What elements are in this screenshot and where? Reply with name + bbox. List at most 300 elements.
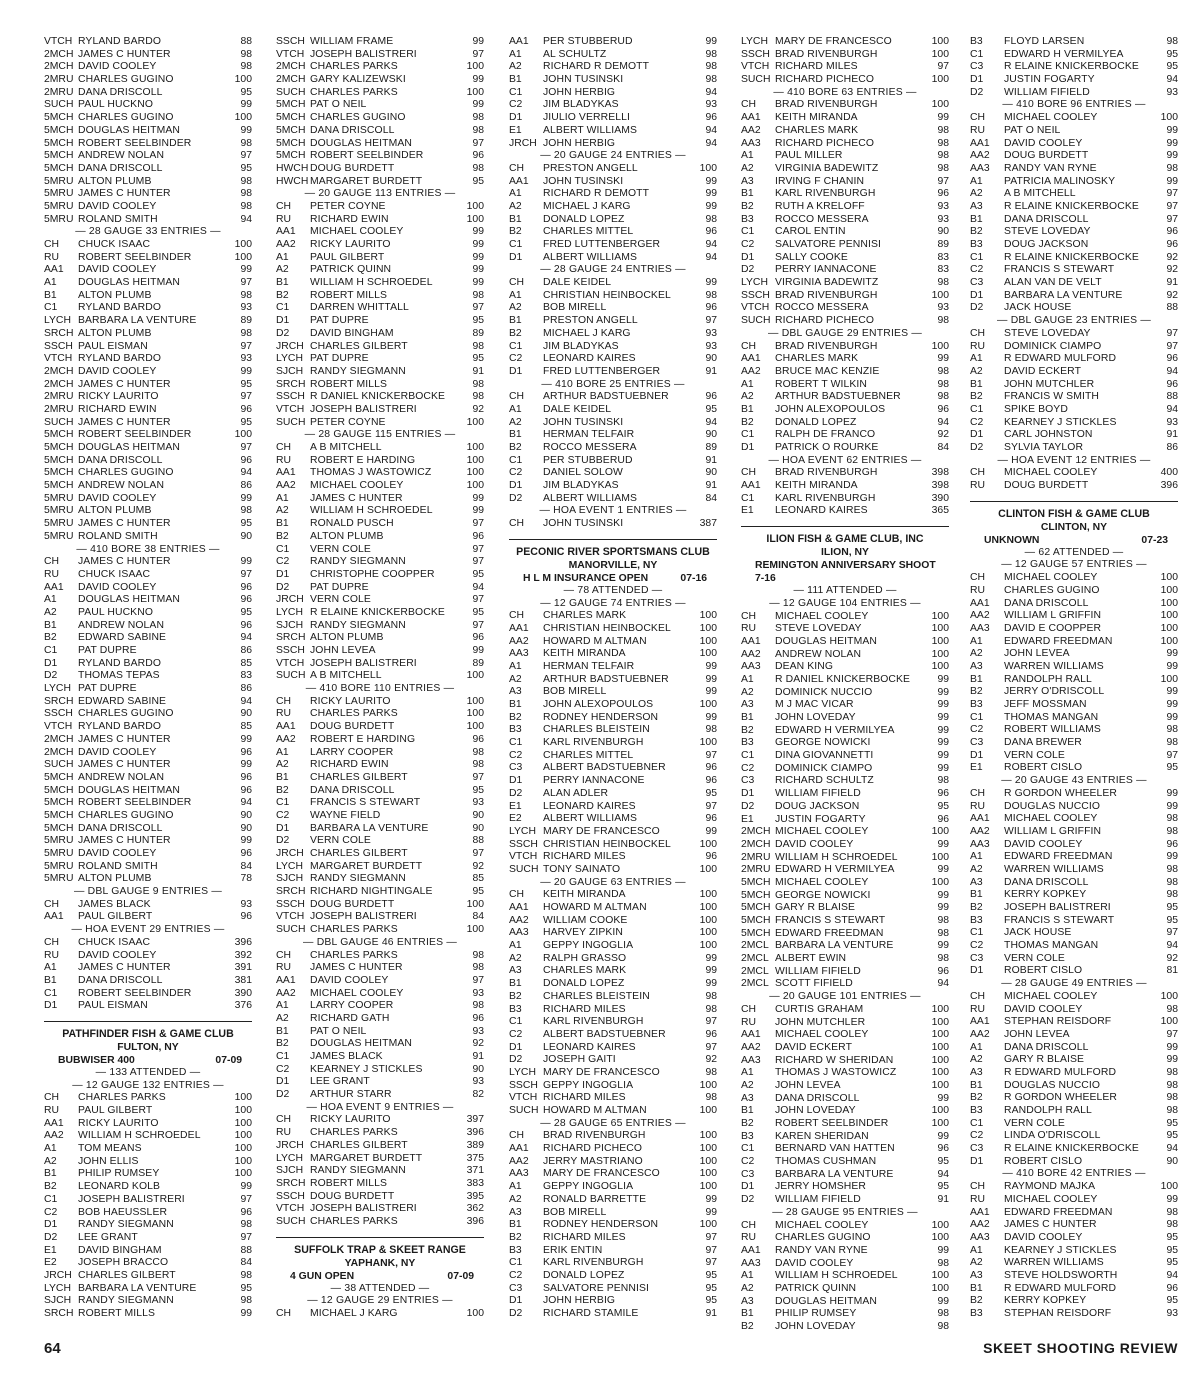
class-code: AA3 (970, 1231, 990, 1243)
score: 97 (1166, 188, 1178, 200)
score: 100 (931, 1118, 949, 1129)
shooter-name: ROLAND SMITH (78, 213, 158, 225)
score: 100 (234, 1168, 252, 1180)
shooter-name: TONY SAINATO (543, 863, 621, 875)
class-code: 5MCH (44, 467, 74, 479)
score: 100 (466, 442, 484, 453)
shooter-name: THOMAS J WASTOWICZ (310, 467, 432, 479)
class-code: AA2 (970, 150, 990, 162)
result-row (276, 886, 484, 899)
result-row (741, 1055, 949, 1068)
class-code: A2 (276, 505, 289, 517)
result-row (276, 1026, 484, 1039)
class-code: LYCH (509, 825, 536, 837)
class-code: D1 (509, 1041, 523, 1053)
result-row (970, 953, 1178, 966)
class-code: SUCH (276, 86, 306, 98)
class-code: 5MCH (44, 822, 74, 834)
score: 398 (931, 467, 949, 479)
class-code: AA1 (276, 226, 296, 238)
result-row (44, 1194, 252, 1207)
class-code: AA1 (741, 1029, 761, 1041)
score: 97 (472, 848, 484, 859)
score: 98 (1166, 1079, 1178, 1091)
class-code: C1 (970, 711, 984, 723)
score: 98 (472, 112, 484, 124)
shooter-name: JOHN LEVEA (310, 645, 376, 656)
shooter-name: RICHARD MILES (543, 1003, 626, 1015)
result-row (509, 889, 717, 902)
class-code: RU (970, 1003, 986, 1015)
score: 86 (240, 645, 252, 656)
result-row (44, 1092, 252, 1105)
result-row (970, 1029, 1178, 1042)
shooter-name: A B MITCHELL (1004, 188, 1076, 200)
result-row (509, 188, 717, 201)
score: 99 (240, 835, 252, 847)
score: 93 (240, 302, 252, 314)
result-row (970, 889, 1178, 902)
class-code: B2 (509, 1231, 522, 1243)
shooter-name: JAMES C HUNTER (78, 378, 171, 390)
shooter-name: DAVID COOLEY (78, 581, 157, 593)
result-row (970, 1283, 1178, 1296)
score: 97 (240, 340, 252, 352)
result-row (44, 138, 252, 151)
score: 98 (240, 48, 252, 60)
result-row (509, 480, 717, 493)
score: 95 (705, 1282, 717, 1294)
score: 100 (466, 695, 484, 707)
result-row (276, 455, 484, 468)
class-code: 5MCH (44, 150, 74, 162)
score: 98 (240, 1219, 252, 1231)
shooter-name: WILLIAM H SCHROEDEL (310, 505, 433, 517)
result-row (509, 902, 717, 915)
score: 100 (931, 1016, 949, 1028)
class-code: A2 (741, 391, 754, 403)
shooter-name: GARY R BLAISE (775, 902, 856, 914)
shooter-name: MARGARET BURDETT (310, 1152, 423, 1164)
class-code: SSCH (509, 1079, 538, 1091)
class-code: B2 (970, 226, 983, 238)
score: 91 (705, 454, 717, 466)
shooter-name: JERRY MASTRIANO (543, 1155, 643, 1167)
score: 95 (705, 787, 717, 799)
class-code: SSCH (276, 36, 305, 47)
class-code: CH (970, 572, 986, 584)
section-header: — 410 BORE 63 ENTRIES — (773, 86, 917, 98)
class-code: A1 (509, 660, 522, 672)
shooter-name: JOHN HERBIG (543, 86, 616, 98)
class-code: AA1 (44, 581, 64, 593)
class-code: B2 (970, 1092, 983, 1104)
score: 96 (937, 788, 949, 800)
class-code: CH (276, 1308, 292, 1319)
result-row (741, 188, 949, 201)
class-code: C2 (509, 1028, 523, 1040)
result-row (741, 290, 949, 303)
shooter-name: DANA DRISCOLL (1004, 876, 1089, 888)
result-row (509, 112, 717, 125)
score: 99 (1166, 800, 1178, 812)
class-code: 5MCH (44, 771, 74, 783)
shooter-name: BRAD RIVENBURGH (775, 99, 878, 111)
score: 98 (705, 1066, 717, 1078)
score: 96 (1166, 1282, 1178, 1294)
class-code: A1 (970, 353, 983, 365)
shooter-name: ROBERT CISLO (1004, 1155, 1083, 1167)
class-code: C2 (970, 1130, 984, 1142)
class-code: RU (970, 800, 986, 812)
result-row (276, 975, 484, 988)
score: 96 (705, 762, 717, 774)
class-code: 5MCH (741, 902, 771, 914)
score: 98 (472, 962, 484, 974)
score: 100 (699, 863, 717, 875)
result-row (741, 99, 949, 112)
shooter-name: DALE KEIDEL (543, 277, 612, 289)
class-code: A2 (44, 1155, 57, 1167)
class-code: C1 (509, 737, 523, 749)
result-row (509, 813, 717, 826)
score: 98 (240, 1295, 252, 1307)
result-row (276, 708, 484, 721)
result-row (276, 74, 484, 87)
class-code: CH (509, 391, 525, 403)
shooter-name: ROBERT SEELBINDER (78, 429, 192, 441)
score: 96 (1166, 838, 1178, 850)
shooter-name: JOHN LOVEDAY (775, 1321, 856, 1332)
score: 381 (234, 974, 252, 986)
class-code: 5MRU (44, 188, 74, 200)
result-row (741, 429, 949, 442)
class-code: C1 (276, 1051, 290, 1062)
score: 94 (1166, 940, 1178, 952)
class-code: VTCH (509, 1092, 538, 1104)
result-row (276, 391, 484, 404)
class-code: CH (44, 1092, 60, 1104)
shooter-name: CHARLES GUGINO (78, 467, 174, 479)
score: 100 (1160, 673, 1178, 685)
shooter-name: JAMES C HUNTER (78, 556, 171, 568)
result-row (741, 341, 949, 354)
class-code: E2 (509, 813, 522, 825)
class-code: SSCH (509, 838, 538, 850)
shooter-name: JOHN TUSINSKI (543, 74, 624, 86)
result-row (276, 214, 484, 227)
class-code: D1 (276, 1076, 290, 1088)
score: 99 (705, 188, 717, 200)
club-event (276, 1270, 484, 1283)
shooter-name: SYLVIA TAYLOR (1004, 442, 1084, 453)
result-row (741, 226, 949, 239)
shooter-name: RALPH GRASSO (543, 952, 627, 964)
shooter-name: CHARLES GUGINO (1004, 584, 1100, 596)
result-row (741, 1017, 949, 1030)
result-row (970, 1004, 1178, 1017)
class-code: B3 (970, 239, 983, 250)
shooter-name: DOUG BURDETT (310, 898, 395, 910)
shooter-name: R ELAINE KNICKERBOCKE (1004, 200, 1139, 212)
result-row (44, 74, 252, 87)
result-row (509, 277, 717, 290)
score: 100 (466, 61, 484, 73)
score: 94 (937, 1168, 949, 1180)
shooter-name: ALTON PLUMB (310, 632, 384, 644)
shooter-name: CHARLES PARKS (310, 708, 398, 720)
score: 398 (931, 480, 949, 492)
class-code: CH (741, 467, 757, 479)
class-code: RU (276, 1127, 292, 1139)
result-row (741, 505, 949, 518)
class-code: C2 (44, 1206, 58, 1218)
score: 82 (472, 1089, 484, 1101)
result-row (970, 801, 1178, 814)
shooter-name: CHARLES GUGINO (78, 112, 174, 124)
result-row (276, 569, 484, 582)
score: 100 (931, 340, 949, 352)
shooter-name: JOHN LOVEDAY (775, 712, 856, 723)
score: 93 (705, 327, 717, 339)
shooter-name: JERRY HOMSHER (775, 1181, 866, 1193)
score: 97 (240, 442, 252, 453)
class-code: B2 (509, 990, 522, 1002)
score: 98 (937, 1321, 949, 1332)
class-code: CH (276, 442, 292, 453)
score: 99 (937, 737, 949, 749)
shooter-name: CHARLES PARKS (310, 924, 398, 936)
shooter-name: KEITH MIRANDA (775, 112, 858, 124)
class-code: CH (970, 787, 986, 799)
score: 99 (240, 492, 252, 504)
score: 98 (472, 162, 484, 174)
shooter-name: JAMES C HUNTER (78, 188, 171, 200)
class-code: E1 (970, 762, 983, 774)
shooter-name: PAT DUPRE (310, 315, 369, 327)
shooter-name: DAVID ECKERT (1004, 365, 1082, 377)
result-row (276, 950, 484, 963)
result-row (509, 1105, 717, 1118)
class-code: SRCH (44, 1308, 74, 1319)
result-row (276, 1178, 484, 1191)
shooter-name: JOHN LEVEA (1004, 648, 1070, 660)
shooter-name: SALVATORE PENNISI (775, 239, 882, 250)
shooter-name: CHRISTIAN HEINBOCKEL (543, 622, 671, 634)
result-row (970, 686, 1178, 699)
shooter-name: DANA DRISCOLL (78, 86, 163, 98)
result-row (741, 687, 949, 700)
shooter-name: ARTHUR BADSTUEBNER (543, 391, 669, 403)
result-row (276, 861, 484, 874)
score: 100 (699, 927, 717, 939)
score: 83 (937, 264, 949, 276)
score: 90 (240, 530, 252, 542)
shooter-name: RANDY SIEGMANN (310, 873, 406, 885)
score: 100 (466, 1308, 484, 1319)
shooter-name: JOHN HERBIG (543, 1295, 616, 1307)
shooter-name: CHARLES MITTEL (543, 749, 634, 761)
shooter-name: DOUGLAS HEITMAN (78, 277, 180, 289)
shooter-name: SALVATORE PENNISI (543, 1282, 650, 1294)
shooter-name: ROBERT SEELBINDER (78, 987, 192, 999)
class-code: B2 (509, 442, 522, 453)
score: 100 (466, 416, 484, 428)
section-header: — HOA EVENT 12 ENTRIES — (997, 454, 1151, 466)
shooter-name: DONALD LOPEZ (775, 416, 857, 428)
result-row (509, 74, 717, 87)
class-code: B2 (970, 1295, 983, 1307)
section-header: — 28 GAUGE 95 ENTRIES — (772, 1206, 918, 1218)
score: 100 (234, 251, 252, 263)
class-code: VTCH (741, 302, 770, 314)
shooter-name: VERN COLE (310, 594, 371, 606)
result-row (970, 661, 1178, 674)
shooter-name: KARL RIVENBURGH (775, 188, 876, 200)
score: 97 (472, 556, 484, 568)
score: 99 (240, 733, 252, 745)
class-code: D1 (970, 749, 984, 761)
class-code: CH (509, 1130, 525, 1142)
shooter-name: CURTIS GRAHAM (775, 1003, 864, 1015)
result-row (970, 264, 1178, 277)
score: 98 (240, 175, 252, 187)
shooter-name: DOUG JACKSON (1004, 239, 1089, 250)
score: 93 (472, 1076, 484, 1088)
result-row (741, 467, 949, 480)
class-code: C1 (276, 543, 290, 555)
result-row (970, 252, 1178, 265)
score: 94 (705, 86, 717, 98)
class-code: A2 (276, 1012, 289, 1024)
result-row (741, 661, 949, 674)
result-row (741, 750, 949, 763)
result-row (741, 264, 949, 277)
score: 97 (472, 302, 484, 314)
result-row (276, 1127, 484, 1140)
result-row (276, 797, 484, 810)
class-code: B1 (970, 1079, 983, 1091)
shooter-name: PERRY IANNACONE (543, 775, 645, 787)
result-row (741, 239, 949, 252)
class-code: AA1 (509, 902, 529, 913)
score: 93 (472, 987, 484, 999)
shooter-name: MICHAEL COOLEY (1004, 112, 1098, 124)
score: 99 (1166, 137, 1178, 149)
section-header: — HOA EVENT 1 ENTRIES — (539, 505, 687, 517)
shooter-name: WARREN WILLIAMS (1004, 863, 1104, 875)
result-row (276, 785, 484, 798)
class-code: D2 (970, 302, 984, 314)
result-row (276, 1153, 484, 1166)
class-code: 2MCH (44, 378, 74, 390)
score: 98 (1166, 724, 1178, 736)
shooter-name: THOMAS TEPAS (78, 670, 160, 682)
result-row (276, 87, 484, 100)
section-header: — 410 BORE 110 ENTRIES — (305, 683, 455, 695)
score: 392 (234, 949, 252, 961)
score: 94 (240, 467, 252, 479)
shooter-name: MICHAEL COOLEY (775, 826, 869, 838)
class-code: B1 (276, 771, 289, 783)
section-header: — 62 ATTENDED — (1024, 546, 1124, 558)
shooter-name: BRAD RIVENBURGH (775, 289, 878, 301)
shooter-name: PAUL GILBERT (310, 251, 385, 263)
score: 100 (466, 86, 484, 98)
result-row (970, 648, 1178, 661)
shooter-name: VERN COLE (1004, 1117, 1065, 1129)
class-code: 2MCL (741, 953, 769, 965)
score: 99 (937, 1130, 949, 1142)
score: 93 (705, 340, 717, 352)
score: 98 (1166, 1092, 1178, 1104)
result-row (509, 1130, 717, 1143)
score: 100 (699, 610, 717, 622)
result-row (741, 49, 949, 62)
shooter-name: PAUL EISMAN (78, 340, 148, 352)
shooter-name: DAVID COOLEY (78, 492, 157, 504)
score: 362 (466, 1203, 484, 1215)
section-header: — 12 GAUGE 29 ENTRIES — (307, 1295, 453, 1307)
class-code: B1 (970, 889, 983, 901)
score: 96 (240, 403, 252, 415)
event-name: 4 GUN OPEN (290, 1270, 355, 1282)
result-row (970, 737, 1178, 750)
result-row (741, 623, 949, 636)
result-row (509, 762, 717, 775)
score: 95 (1166, 1295, 1178, 1307)
result-row (970, 1092, 1178, 1105)
shooter-name: CARL JOHNSTON (1004, 429, 1093, 441)
result-row (970, 1257, 1178, 1270)
score: 94 (705, 124, 717, 136)
shooter-name: BRAD RIVENBURGH (775, 48, 878, 60)
shooter-name: RANDY SIEGMANN (310, 1165, 406, 1177)
result-row (741, 940, 949, 953)
shooter-name: KARL RIVENBURGH (543, 1257, 644, 1269)
class-code: 5MCH (44, 112, 74, 124)
result-row (970, 1245, 1178, 1258)
result-row (970, 851, 1178, 864)
class-code: B3 (509, 724, 522, 736)
score: 99 (472, 264, 484, 276)
result-row (276, 899, 484, 912)
score: 391 (234, 962, 252, 974)
score: 99 (1166, 1054, 1178, 1066)
shooter-name: ALAN ADLER (543, 787, 609, 799)
class-code: CH (44, 898, 60, 910)
shooter-name: PATRICK QUINN (310, 264, 392, 276)
shooter-name: LEE GRANT (310, 1076, 370, 1088)
shooter-name: LEONARD KAIRES (543, 353, 636, 365)
score: 100 (931, 289, 949, 301)
class-code: B3 (970, 699, 983, 710)
result-row (741, 493, 949, 506)
result-row (44, 734, 252, 747)
class-code: AA1 (970, 813, 990, 825)
score: 99 (705, 660, 717, 672)
score: 98 (705, 289, 717, 301)
result-row (276, 201, 484, 214)
score: 97 (472, 137, 484, 149)
score: 99 (705, 825, 717, 837)
result-row (44, 353, 252, 366)
result-row (44, 988, 252, 1001)
result-row (44, 823, 252, 836)
score: 98 (1166, 36, 1178, 47)
shooter-name: BOB MIRELL (543, 686, 607, 698)
shooter-name: GEPPY INGOGLIA (543, 1079, 634, 1091)
